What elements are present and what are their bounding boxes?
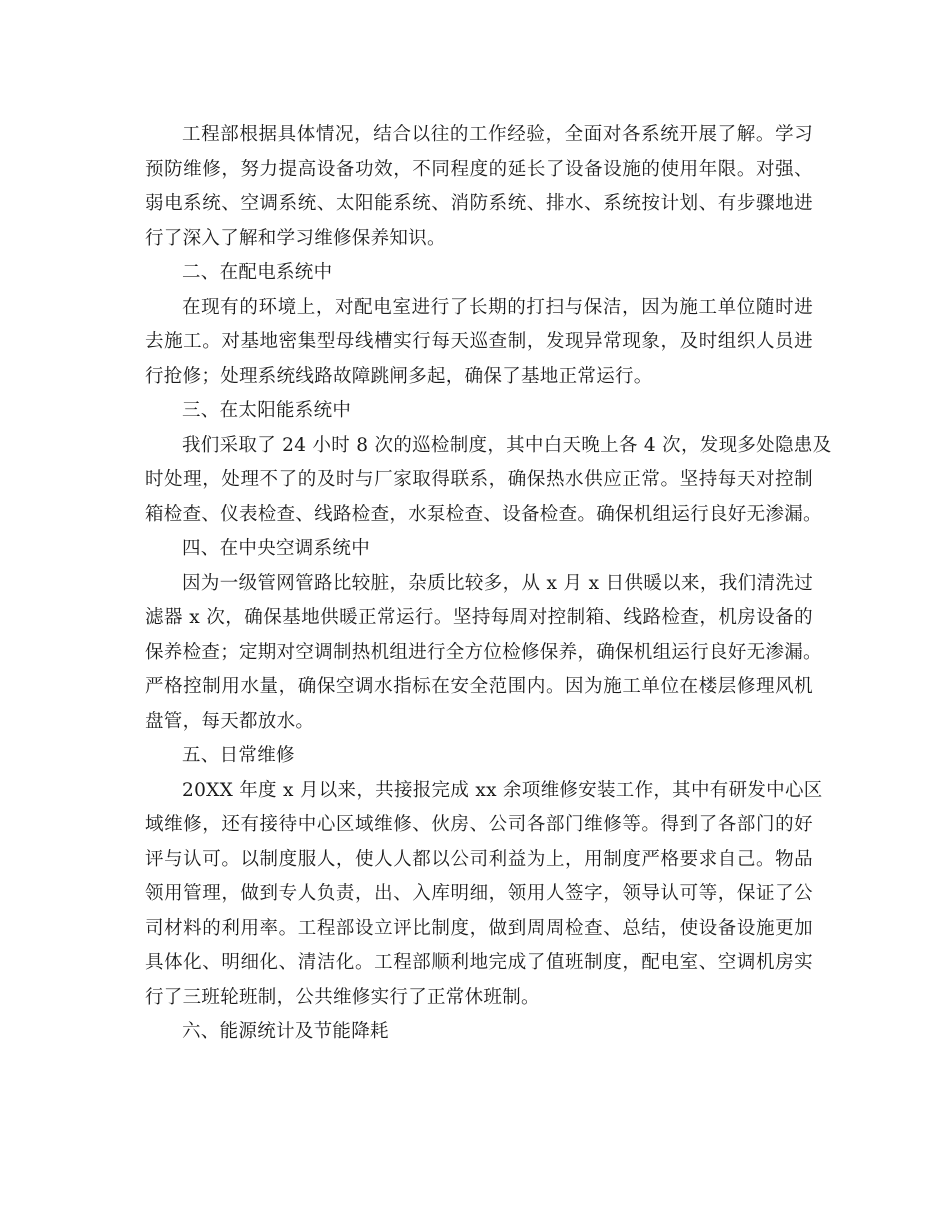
section-heading-energy: [145, 1015, 813, 1050]
paragraph-power-distribution: [145, 291, 813, 395]
paragraph-central-ac: [145, 567, 822, 740]
section-heading-central-ac: [145, 532, 813, 567]
heading-line: 五、日常维修: [182, 745, 295, 766]
text-line: 严格控制用水量，确保空调水指标在安全范围内。因为施工单位在楼层修理风机: [145, 676, 813, 697]
document-body: [145, 118, 832, 1050]
text-line: 工程部根据具体情况，结合以往的工作经验，全面对各系统开展了解。学习: [182, 124, 813, 145]
paragraph-daily-maintenance: [145, 774, 823, 1016]
section-heading-daily-maintenance: [145, 739, 813, 774]
text-line: 行了三班轮班制，公共维修实行了正常休班制。: [145, 986, 540, 1008]
text-line: 弱电系统、空调系统、太阳能系统、消防系统、排水、系统按计划、有步骤地进: [145, 193, 813, 214]
text-line: 行了深入了解和学习维修保养知识。: [145, 227, 446, 249]
text-line: 时处理，处理不了的及时与厂家取得联系，确保热水供应正常。坚持每天对控制: [145, 469, 813, 490]
text-line: 司材料的利用率。工程部设立评比制度，做到周周检查、总结，使设备设施更加: [145, 917, 813, 939]
heading-line: 三、在太阳能系统中: [182, 400, 352, 421]
text-line: 在现有的环境上，对配电室进行了长期的打扫与保洁，因为施工单位随时进: [182, 296, 813, 318]
section-heading-solar: [145, 394, 813, 429]
text-line: 去施工。对基地密集型母线槽实行每天巡查制，发现异常现象，及时组织人员进: [145, 331, 813, 352]
text-line: 20XX 年度 x 月以来，共接报完成 xx 余项维修安装工作，其中有研发中心区: [182, 779, 823, 801]
paragraph-intro: [145, 118, 813, 256]
heading-line: 二、在配电系统中: [182, 262, 333, 283]
section-heading-power-distribution: [145, 256, 813, 291]
text-line: 行抢修；处理系统线路故障跳闸多起，确保了基地正常运行。: [145, 365, 653, 387]
text-line: 评与认可。以制度服人，使人人都以公司利益为上，用制度严格要求自己。物品: [145, 848, 813, 870]
text-line: 域维修，还有接待中心区域维修、伙房、公司各部门维修等。得到了各部门的好: [145, 814, 813, 835]
paragraph-solar: [145, 429, 832, 533]
text-line: 滤器 x 次，确保基地供暖正常运行。坚持每周对控制箱、线路检查，机房设备的: [145, 607, 813, 628]
heading-line: 六、能源统计及节能降耗: [182, 1021, 389, 1042]
text-line: 我们采取了 24 小时 8 次的巡检制度，其中白天晚上各 4 次，发现多处隐患及: [182, 434, 832, 456]
heading-line: 四、在中央空调系统中: [182, 538, 371, 559]
text-line: 领用管理，做到专人负责，出、入库明细，领用人签字，领导认可等，保证了公: [145, 883, 813, 904]
text-line: 盘管，每天都放水。: [145, 710, 315, 732]
text-line: 具体化、明细化、清洁化。工程部顺利地完成了值班制度，配电室、空调机房实: [145, 952, 813, 973]
text-line: 因为一级管网管路比较脏，杂质比较多，从 x 月 x 日供暖以来，我们清洗过: [182, 572, 813, 594]
text-line: 预防维修，努力提高设备功效，不同程度的延长了设备设施的使用年限。对强、: [145, 158, 813, 180]
text-line: 箱检查、仪表检查、线路检查，水泵检查、设备检查。确保机组运行良好无渗漏。: [145, 503, 822, 525]
text-line: 保养检查；定期对空调制热机组进行全方位检修保养，确保机组运行良好无渗漏。: [145, 641, 822, 663]
